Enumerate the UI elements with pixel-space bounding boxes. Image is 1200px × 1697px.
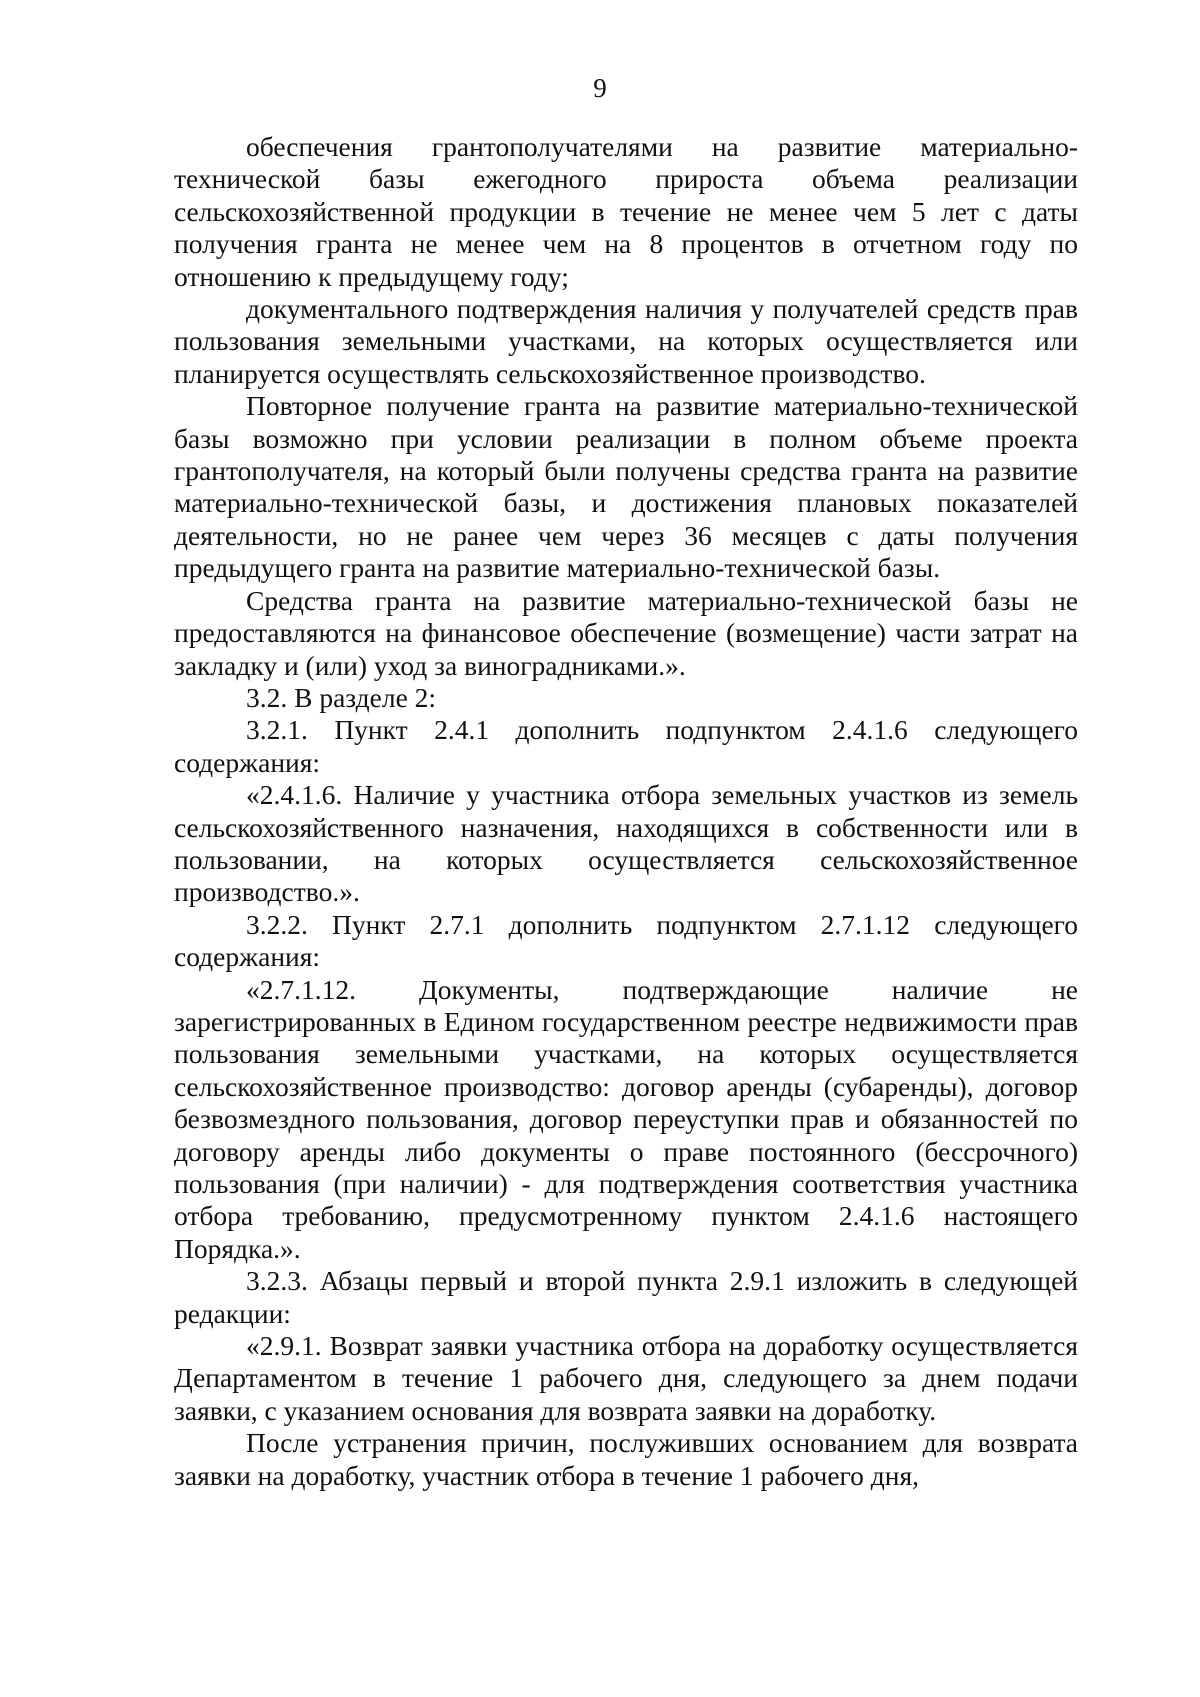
page-number: 9 <box>593 73 607 103</box>
paragraph-5: 3.2. В разделе 2: <box>246 681 437 713</box>
document-body <box>174 131 1078 1492</box>
paragraph-3: Повторное получение гранта на развитие материально-технической базы возможно при условии реализации в полном объеме проекта грантополучателя, на который были получены средства гранта на развитие материально-технической базы, и достижения плановых показателей деятельности, но не ранее чем через 36 месяцев с даты получения предыдущего гранта на развитие материально-технической базы. <box>174 390 1078 584</box>
paragraph-12: После устранения причин, послуживших основанием для возврата заявки на доработку, участник отбора в течение 1 рабочего дня, <box>174 1427 1078 1491</box>
paragraph-4: Средства гранта на развитие материально-технической базы не предоставляются на финансовое обеспечение (возмещение) части затрат на закладку и (или) уход за виноградниками.». <box>174 584 1078 681</box>
paragraph-6: 3.2.1. Пункт 2.4.1 дополнить подпунктом 2.4.1.6 следующего содержания: <box>174 714 1078 778</box>
paragraph-11: «2.9.1. Возврат заявки участника отбора на доработку осуществляется Департаментом в течение 1 рабочего дня, следующего за днем подачи заявки, с указанием основания для возврата заявки на доработку. <box>174 1330 1078 1426</box>
paragraph-8: 3.2.2. Пункт 2.7.1 дополнить подпунктом 2.7.1.12 следующего содержания: <box>174 908 1078 973</box>
paragraph-10: 3.2.3. Абзацы первый и второй пункта 2.9.1 изложить в следующей редакции: <box>174 1265 1078 1329</box>
paragraph-1: обеспечения грантополучателями на развитие материально-технической базы ежегодного прироста объема реализации сельскохозяйственной продукции в течение не менее чем 5 лет с даты получения гранта не менее чем на 8 процентов в отчетном году по отношению к предыдущему году; <box>174 131 1078 292</box>
paragraph-7: «2.4.1.6. Наличие у участника отбора земельных участков из земель сельскохозяйственного назначения, находящихся в собственности или в пользовании, на которых осуществляется сельскохозяйственное производство.». <box>174 779 1078 908</box>
paragraph-9: «2.7.1.12. Документы, подтверждающие наличие не зарегистрированных в Едином государственном реестре недвижимости прав пользования земельными участками, на которых осуществляется сельскохозяйственное производство: договор аренды (субаренды), договор безвозмездного пользования, договор переуступки прав и обязанностей по договору аренды либо документы о праве постоянного (бессрочного) пользования (при наличии) - для подтверждения соответствия участника отбора требованию, предусмотренному пунктом 2.4.1.6 настоящего Порядка.». <box>174 973 1078 1264</box>
paragraph-2: документального подтверждения наличия у получателей средств прав пользования земельными участками, на которых осуществляется или планируется осуществлять сельскохозяйственное производство. <box>174 293 1078 389</box>
